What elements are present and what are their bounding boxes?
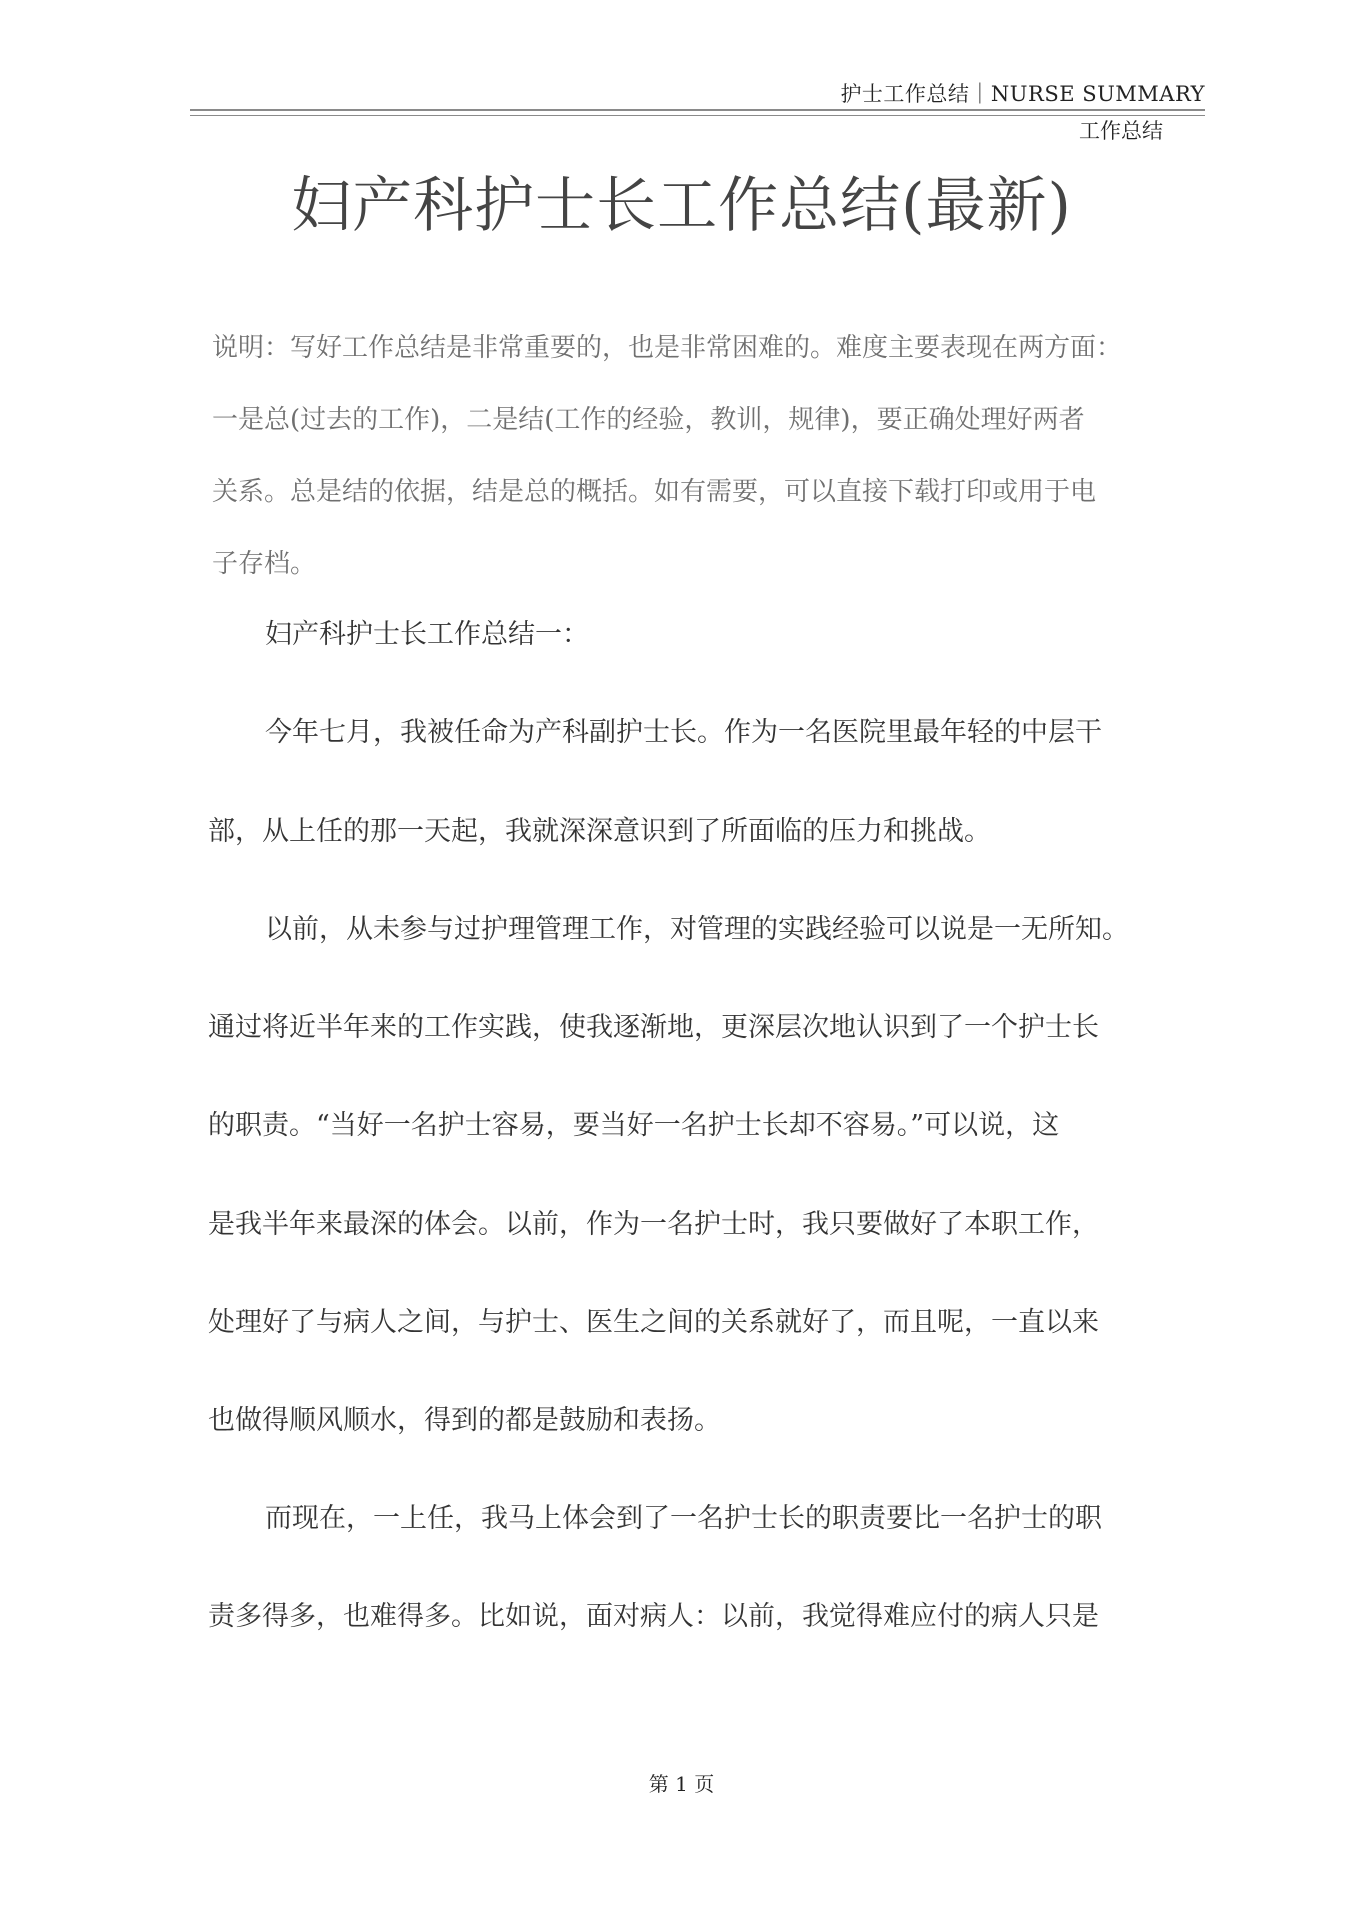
intro-line: 关系。总是结的依据，结是总的概括。如有需要，可以直接下载打印或用于电: [212, 477, 1097, 507]
body-line: 责多得多，也难得多。比如说，面对病人：以前，我觉得难应付的病人只是: [208, 1601, 1099, 1632]
intro-line: 一是总(过去的工作)，二是结(工作的经验，教训，规律)，要正确处理好两者: [212, 405, 1085, 435]
intro-note: [212, 312, 1197, 600]
body-line: 而现在，一上任，我马上体会到了一名护士长的职责要比一名护士的职: [265, 1503, 1102, 1534]
body-line: 以前，从未参与过护理管理工作，对管理的实践经验可以说是一无所知。: [265, 914, 1129, 945]
header-subtitle: 工作总结: [1079, 119, 1163, 143]
header-label: 护士工作总结｜NURSE SUMMARY: [840, 82, 1205, 106]
document-title: 妇产科护士长工作总结(最新): [291, 171, 1072, 241]
section-heading: 妇产科护士长工作总结一：: [265, 619, 589, 650]
body-line: 也做得顺风顺水，得到的都是鼓励和表扬。: [208, 1405, 721, 1436]
header-divider: [190, 109, 1205, 116]
body-line: 的职责。“当好一名护士容易，要当好一名护士长却不容易。”可以说，这: [208, 1110, 1060, 1141]
intro-line: 子存档。: [212, 549, 317, 579]
body-line: 通过将近半年来的工作实践，使我逐渐地，更深层次地认识到了一个护士长: [208, 1012, 1099, 1043]
body-line: 处理好了与病人之间，与护士、医生之间的关系就好了，而且呢，一直以来: [208, 1307, 1099, 1338]
page-number: 第 1 页: [648, 1772, 715, 1796]
body-line: 是我半年来最深的体会。以前，作为一名护士时，我只要做好了本职工作，: [208, 1209, 1099, 1240]
intro-line: 说明：写好工作总结是非常重要的，也是非常困难的。难度主要表现在两方面：: [212, 333, 1123, 363]
body-line: 今年七月，我被任命为产科副护士长。作为一名医院里最年轻的中层干: [265, 717, 1102, 748]
body-line: 部，从上任的那一天起，我就深深意识到了所面临的压力和挑战。: [208, 816, 991, 847]
